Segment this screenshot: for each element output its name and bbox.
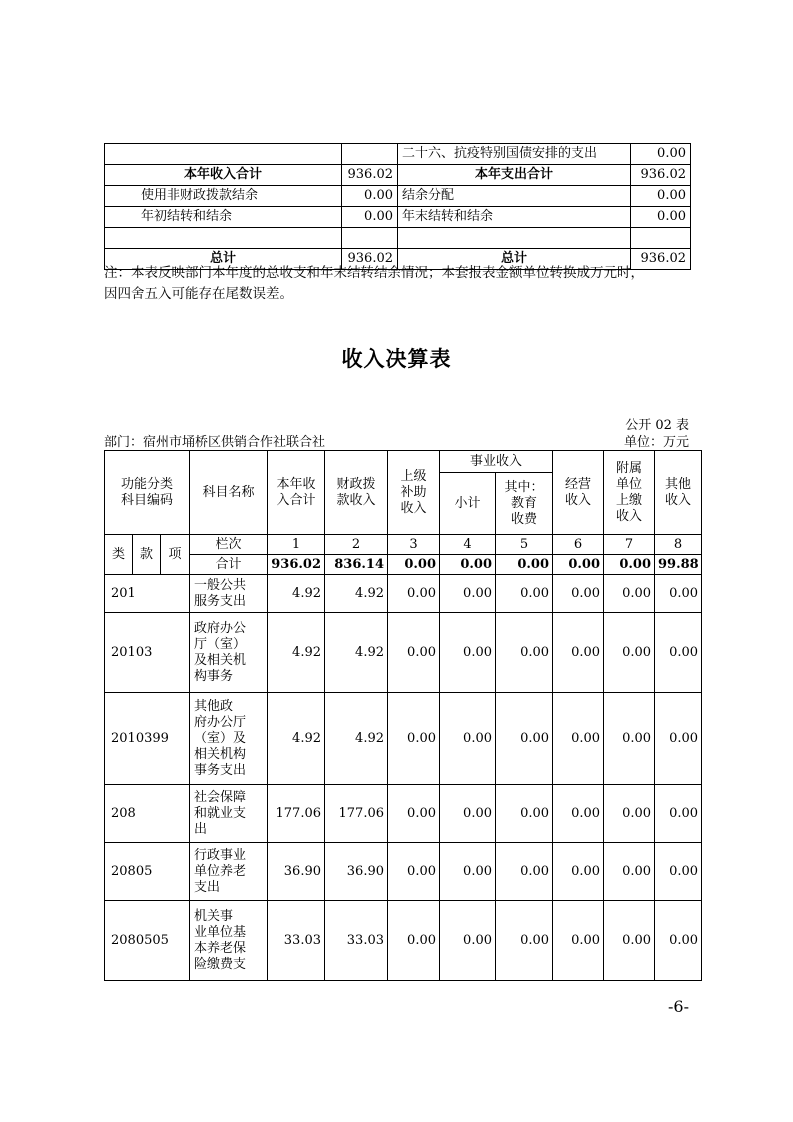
subject-name: 政府办公 厅（室） 及相关机 构事务 (190, 613, 268, 693)
total-value: 0.00 (388, 555, 440, 575)
amount-cell: 0.00 (604, 843, 655, 901)
col-num: 1 (268, 535, 325, 555)
col-num: 8 (655, 535, 702, 555)
note-line-2: 因四舍五入可能存在尾数误差。 (104, 286, 293, 302)
amount-cell: 0.00 (388, 575, 440, 613)
amount-cell: 0.00 (655, 575, 702, 613)
amount-cell: 36.90 (268, 843, 325, 901)
amount-cell: 0.00 (553, 575, 604, 613)
subject-name: 社会保障 和就业支 出 (190, 785, 268, 843)
col-num: 3 (388, 535, 440, 555)
header-fiscal: 财政拨 款收入 (325, 451, 388, 535)
summary-right-value: 0.00 (631, 186, 691, 207)
summary-table-body (105, 144, 691, 270)
summary-row (105, 228, 691, 249)
summary-right-value: 0.00 (631, 144, 691, 165)
amount-cell: 0.00 (496, 843, 553, 901)
subject-name: 行政事业 单位养老 支出 (190, 843, 268, 901)
page-title: 收入决算表 (341, 347, 452, 371)
amount-cell: 4.92 (325, 613, 388, 693)
total-value: 0.00 (604, 555, 655, 575)
amount-cell: 0.00 (440, 575, 496, 613)
subject-name: 其他政 府办公厅 （室）及 相关机构 事务支出 (190, 693, 268, 785)
table-row (105, 901, 702, 981)
note-line-1: 注：本表反映部门本年度的总收支和年末结转结余情况；本套报表金额单位转换成万元时， (104, 265, 644, 281)
table-row (105, 785, 702, 843)
summary-right-value: 936.02 (631, 249, 691, 270)
header-operating: 经营 收入 (553, 451, 604, 535)
total-value: 99.88 (655, 555, 702, 575)
summary-left-label: 本年收入合计 (105, 165, 342, 186)
amount-cell: 4.92 (325, 693, 388, 785)
amount-cell: 0.00 (496, 901, 553, 981)
summary-table (104, 143, 691, 270)
total-value: 0.00 (496, 555, 553, 575)
amount-cell: 0.00 (440, 901, 496, 981)
summary-right-label (398, 228, 631, 249)
amount-cell: 33.03 (268, 901, 325, 981)
amount-cell: 177.06 (268, 785, 325, 843)
amount-cell: 0.00 (388, 613, 440, 693)
header-total-income: 本年收 入合计 (268, 451, 325, 535)
table-row (105, 575, 702, 613)
total-value: 936.02 (268, 555, 325, 575)
header-xiang: 项 (161, 535, 190, 575)
subject-name: 机关事 业单位基 本养老保 险缴费支 (190, 901, 268, 981)
summary-right-label: 年末结转和结余 (398, 207, 631, 228)
header-subtotal: 小计 (440, 473, 496, 535)
summary-left-value: 936.02 (342, 249, 398, 270)
subject-code: 2080505 (105, 901, 190, 981)
table-row (105, 693, 702, 785)
summary-left-value: 936.02 (342, 165, 398, 186)
amount-cell: 0.00 (388, 693, 440, 785)
header-func-class: 功能分类 科目编码 (105, 451, 190, 535)
total-value: 836.14 (325, 555, 388, 575)
amount-cell: 0.00 (496, 693, 553, 785)
summary-left-label: 总计 (105, 249, 342, 270)
amount-cell: 0.00 (655, 613, 702, 693)
unit-label: 单位：万元 (623, 435, 689, 450)
col-num: 4 (440, 535, 496, 555)
department-label: 部门：宿州市埇桥区供销合作社联合社 (104, 435, 326, 450)
summary-left-label (105, 144, 342, 165)
amount-cell: 0.00 (604, 613, 655, 693)
col-num: 6 (553, 535, 604, 555)
summary-row (105, 186, 691, 207)
summary-left-value (342, 228, 398, 249)
amount-cell: 0.00 (496, 785, 553, 843)
header-business: 事业收入 (440, 451, 553, 473)
amount-cell: 0.00 (440, 785, 496, 843)
amount-cell: 177.06 (325, 785, 388, 843)
amount-cell: 0.00 (388, 785, 440, 843)
header-subject-name: 科目名称 (190, 451, 268, 535)
summary-row (105, 207, 691, 228)
col-num: 2 (325, 535, 388, 555)
col-num: 5 (496, 535, 553, 555)
amount-cell: 0.00 (655, 785, 702, 843)
subject-code: 201 (105, 575, 190, 613)
subject-code: 20805 (105, 843, 190, 901)
summary-left-label: 年初结转和结余 (105, 207, 342, 228)
amount-cell: 0.00 (655, 901, 702, 981)
summary-right-value (631, 228, 691, 249)
summary-left-value (342, 144, 398, 165)
subject-code: 2010399 (105, 693, 190, 785)
summary-right-label: 总计 (398, 249, 631, 270)
summary-right-label: 本年支出合计 (398, 165, 631, 186)
amount-cell: 0.00 (604, 901, 655, 981)
amount-cell: 4.92 (268, 613, 325, 693)
amount-cell: 0.00 (655, 693, 702, 785)
amount-cell: 0.00 (388, 901, 440, 981)
amount-cell: 0.00 (553, 693, 604, 785)
amount-cell: 0.00 (553, 613, 604, 693)
amount-cell: 0.00 (496, 613, 553, 693)
subject-name: 一般公共 服务支出 (190, 575, 268, 613)
col-num: 7 (604, 535, 655, 555)
summary-right-label: 二十六、抗疫特别国债安排的支出 (398, 144, 631, 165)
amount-cell: 4.92 (325, 575, 388, 613)
summary-right-value: 936.02 (631, 165, 691, 186)
amount-cell: 0.00 (604, 575, 655, 613)
summary-left-value: 0.00 (342, 207, 398, 228)
header-lanci: 栏次 (190, 535, 268, 555)
form-number: 公开 02 表 (625, 418, 689, 433)
header-affiliated: 附属 单位 上缴 收入 (604, 451, 655, 535)
amount-cell: 0.00 (440, 613, 496, 693)
income-table (104, 450, 702, 981)
total-value: 0.00 (553, 555, 604, 575)
table-note (104, 263, 704, 305)
amount-cell: 4.92 (268, 575, 325, 613)
income-table-body (105, 575, 702, 981)
subject-code: 208 (105, 785, 190, 843)
table-row (105, 843, 702, 901)
summary-right-label: 结余分配 (398, 186, 631, 207)
amount-cell: 0.00 (388, 843, 440, 901)
amount-cell: 0.00 (440, 693, 496, 785)
amount-cell: 0.00 (604, 785, 655, 843)
summary-left-label: 使用非财政拨款结余 (105, 186, 342, 207)
amount-cell: 33.03 (325, 901, 388, 981)
amount-cell: 4.92 (268, 693, 325, 785)
header-other: 其他 收入 (655, 451, 702, 535)
table-row (105, 613, 702, 693)
amount-cell: 0.00 (440, 843, 496, 901)
amount-cell: 36.90 (325, 843, 388, 901)
summary-left-value: 0.00 (342, 186, 398, 207)
header-education: 其中： 教育 收费 (496, 473, 553, 535)
amount-cell: 0.00 (553, 901, 604, 981)
subject-code: 20103 (105, 613, 190, 693)
summary-left-label (105, 228, 342, 249)
summary-row (105, 165, 691, 186)
summary-right-value: 0.00 (631, 207, 691, 228)
header-kuan: 款 (133, 535, 161, 575)
amount-cell: 0.00 (553, 843, 604, 901)
amount-cell: 0.00 (553, 785, 604, 843)
amount-cell: 0.00 (604, 693, 655, 785)
total-row-label: 合计 (190, 555, 268, 575)
amount-cell: 0.00 (655, 843, 702, 901)
page-number: -6- (668, 997, 689, 1016)
total-value: 0.00 (440, 555, 496, 575)
header-lei: 类 (105, 535, 133, 575)
header-superior: 上级 补助 收入 (388, 451, 440, 535)
summary-row (105, 144, 691, 165)
amount-cell: 0.00 (496, 575, 553, 613)
